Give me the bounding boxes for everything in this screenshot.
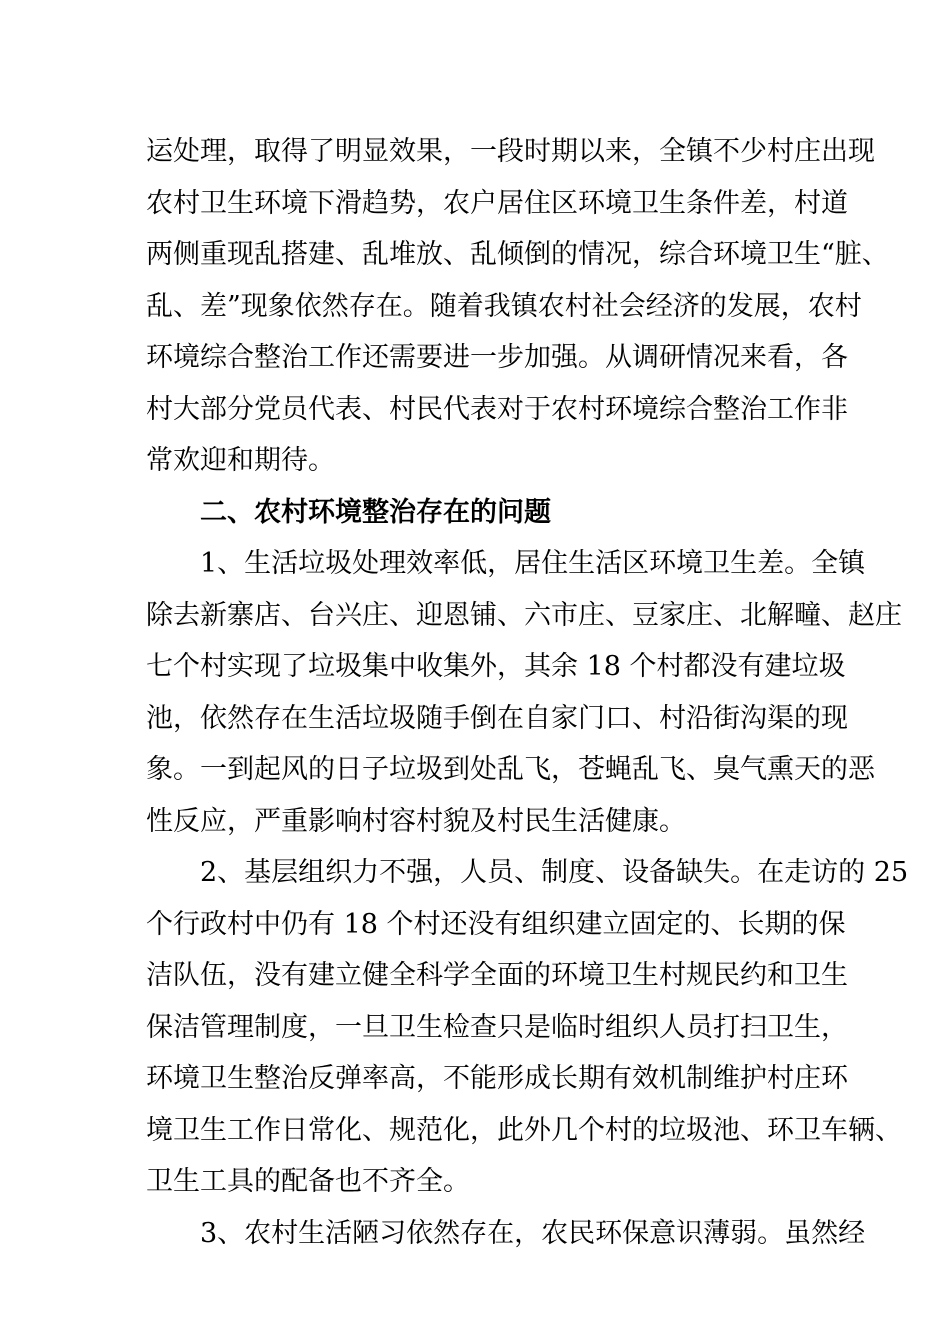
paragraph-line: 村大部分党员代表、村民代表对于农村环境综合整治工作非	[146, 393, 848, 425]
paragraph-line: 卫生工具的配备也不齐全。	[146, 1166, 470, 1197]
paragraph-line: 个行政村中仍有 18 个村还没有组织建立固定的、长期的保	[146, 908, 846, 940]
section-heading: 二、农村环境整治存在的问题	[200, 496, 551, 528]
paragraph-line: 1、生活垃圾处理效率低，居住生活区环境卫生差。全镇	[200, 548, 866, 579]
paragraph-line: 乱、差”现象依然存在。随着我镇农村社会经济的发展，农村	[146, 290, 862, 322]
paragraph-line: 七个村实现了垃圾集中收集外，其余 18 个村都没有建垃圾	[146, 651, 846, 682]
document-body	[146, 126, 909, 1259]
paragraph-line: 除去新寨店、台兴庄、迎恩铺、六市庄、豆家庄、北解疃、赵庄	[146, 599, 902, 631]
paragraph-line: 常欢迎和期待。	[146, 445, 335, 476]
paragraph-line: 保洁管理制度，一旦卫生检查只是临时组织人员打扫卫生，	[146, 1011, 848, 1043]
paragraph-line: 两侧重现乱搭建、乱堆放、乱倾倒的情况，综合环境卫生“脏、	[146, 239, 889, 270]
paragraph-line: 2、基层组织力不强，人员、制度、设备缺失。在走访的 25	[200, 857, 909, 888]
paragraph-line: 运处理，取得了明显效果，一段时期以来，全镇不少村庄出现	[146, 136, 875, 167]
paragraph-line: 环境卫生整治反弹率高，不能形成长期有效机制维护村庄环	[146, 1063, 848, 1094]
paragraph-line: 象。一到起风的日子垃圾到处乱飞，苍蝇乱飞、臭气熏天的恶	[146, 754, 875, 785]
paragraph-line: 农村卫生环境下滑趋势，农户居住区环境卫生条件差，村道	[146, 187, 848, 219]
paragraph-line: 境卫生工作日常化、规范化，此外几个村的垃圾池、环卫车辆、	[146, 1114, 902, 1146]
paragraph-line: 环境综合整治工作还需要进一步加强。从调研情况来看，各	[146, 342, 848, 373]
paragraph-line: 池，依然存在生活垃圾随手倒在自家门口、村沿街沟渠的现	[146, 702, 848, 734]
paragraph-line: 洁队伍，没有建立健全科学全面的环境卫生村规民约和卫生	[146, 960, 848, 991]
paragraph-line: 性反应，严重影响村容村貌及村民生活健康。	[146, 805, 686, 837]
paragraph-line: 3、农村生活陋习依然存在，农民环保意识薄弱。虽然经	[200, 1217, 866, 1249]
